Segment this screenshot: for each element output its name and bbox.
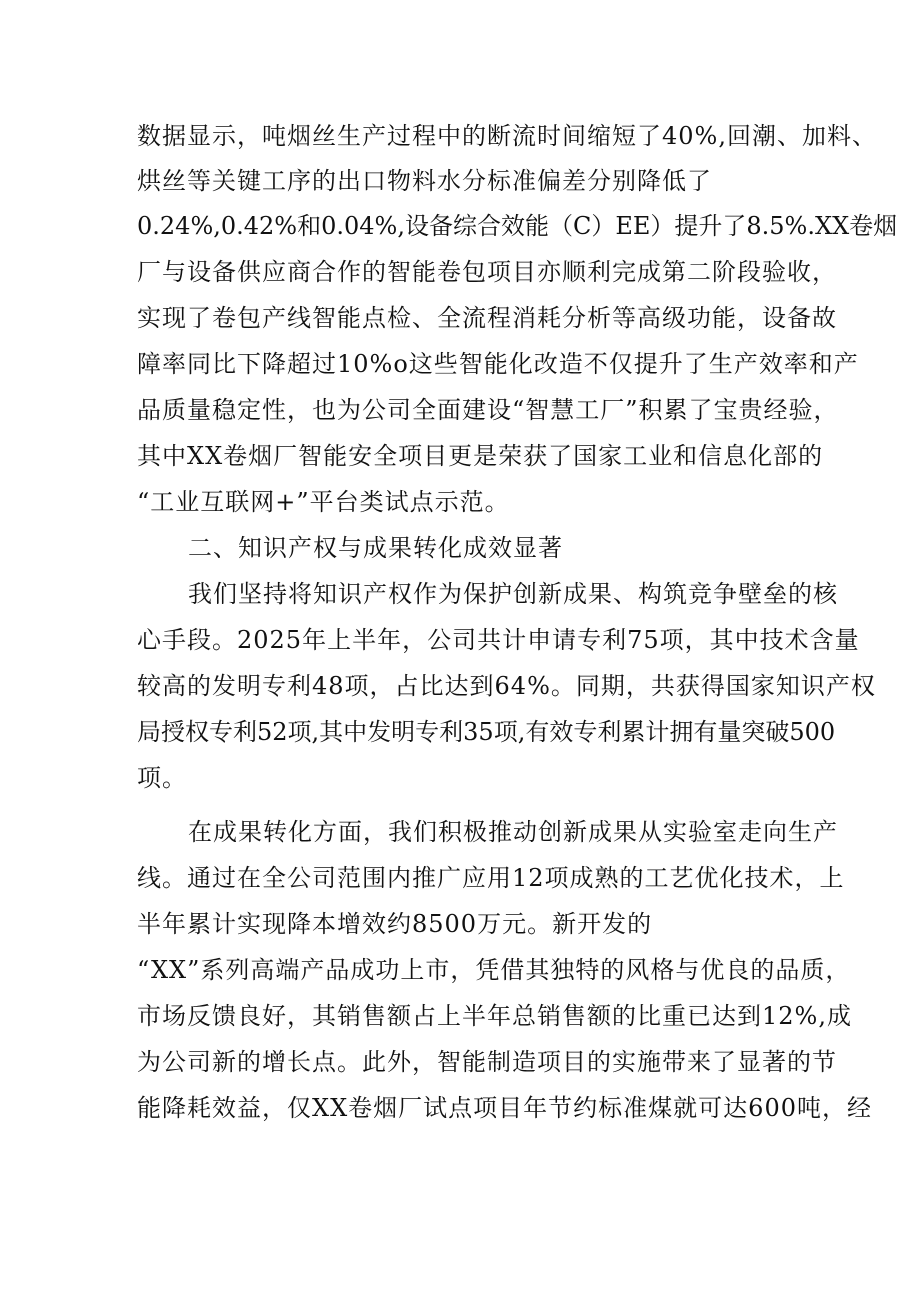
text-line: 半年累计实现降本增效约8500万元。新开发的 — [137, 910, 653, 938]
section-heading: 二、知识产权与成果转化成效显著 — [188, 534, 563, 562]
text-line: 厂与设备供应商合作的智能卷包项目亦顺利完成第二阶段验收， — [137, 258, 837, 286]
text-line: 我们坚持将知识产权作为保护创新成果、构筑竞争壁垒的核 — [188, 580, 838, 608]
text-line: 在成果转化方面，我们积极推动创新成果从实验室走向生产 — [188, 818, 838, 846]
text-line: 市场反馈良好，其销售额占上半年总销售额的比重已达到12%,成 — [137, 1002, 852, 1030]
text-line: 较高的发明专利48项，占比达到64%。同期，共获得国家知识产权 — [137, 672, 876, 700]
text-line: 实现了卷包产线智能点检、全流程消耗分析等高级功能，设备故 — [137, 304, 837, 332]
text-line: 为公司新的增长点。此外，智能制造项目的实施带来了显著的节 — [137, 1048, 837, 1076]
text-line: 心手段。2025年上半年，公司共计申请专利75项，其中技术含量 — [137, 626, 860, 654]
text-line: 品质量稳定性，也为公司全面建设“智慧工厂”积累了宝贵经验， — [137, 396, 839, 424]
text-line: “XX”系列高端产品成功上市，凭借其独特的风格与优良的品质， — [137, 956, 851, 984]
text-line: 数据显示，吨烟丝生产过程中的断流时间缩短了40%,回潮、加料、 — [137, 122, 877, 150]
text-line: 烘丝等关键工序的出口物料水分标准偏差分别降低了 — [137, 167, 712, 195]
text-line: 项。 — [137, 764, 187, 792]
text-line: 障率同比下降超过10%o这些智能化改造不仅提升了生产效率和产 — [137, 350, 859, 378]
text-line: “工业互联网+”平台类试点示范。 — [137, 488, 510, 516]
text-line: 0.24%,0.42%和0.04%,设备综合效能（C）EE）提升了8.5%.XX卷烟 — [137, 212, 898, 240]
text-line: 能降耗效益，仅XX卷烟厂试点项目年节约标准煤就可达600吨，经 — [137, 1094, 872, 1122]
text-line: 局授权专利52项,其中发明专利35项,有效专利累计拥有量突破500 — [137, 718, 836, 746]
text-line: 线。通过在全公司范围内推广应用12项成熟的工艺优化技术，上 — [137, 864, 845, 892]
text-line: 其中XX卷烟厂智能安全项目更是荣获了国家工业和信息化部的 — [137, 442, 824, 470]
